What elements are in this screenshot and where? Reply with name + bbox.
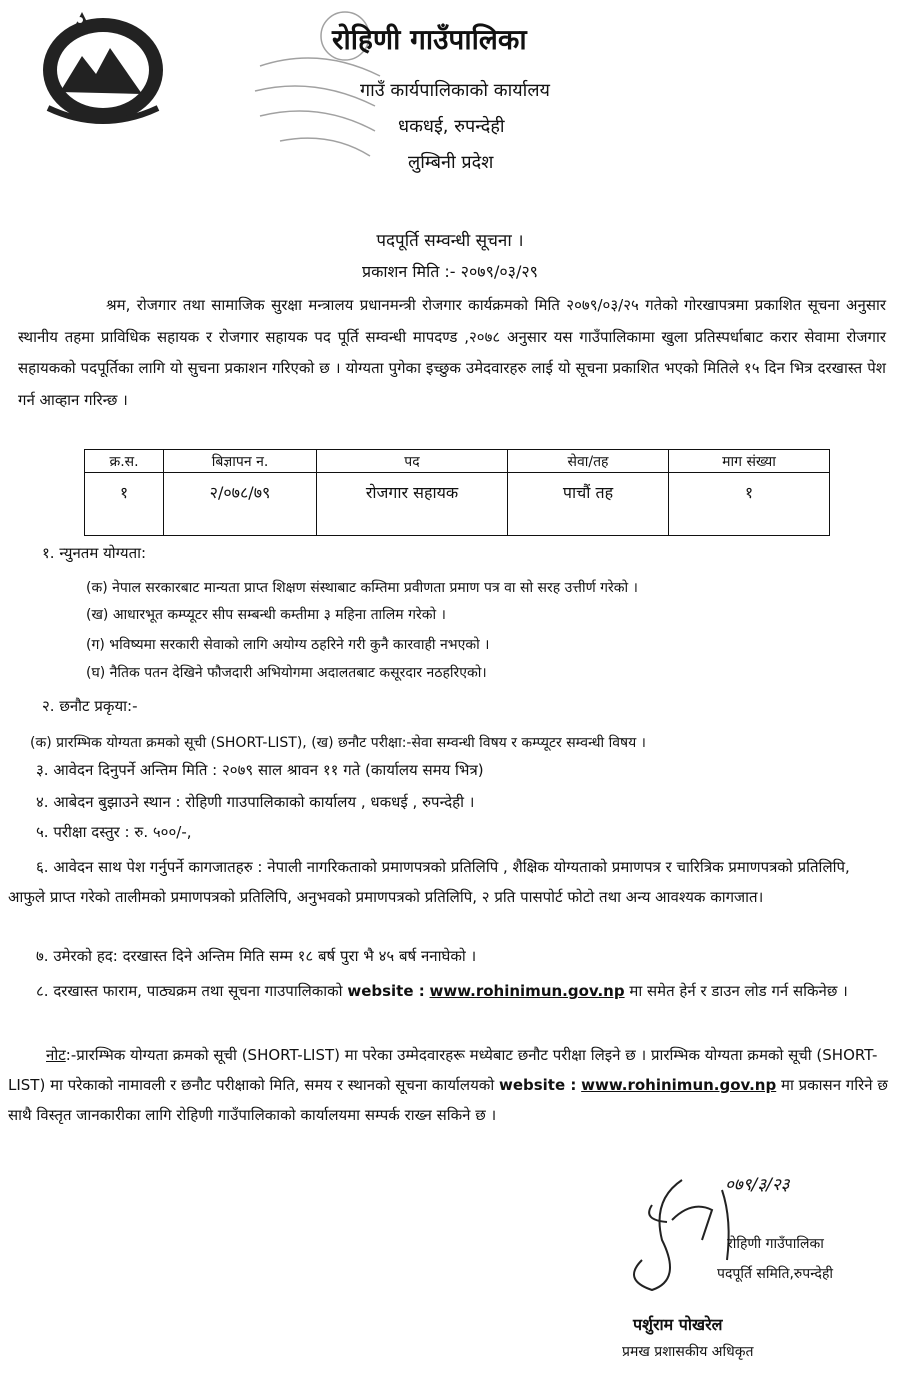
notice-title: पदपूर्ति सम्वन्धी सूचना ।: [376, 231, 524, 251]
office-name: गाउँ कार्यपालिकाको कार्यालय: [360, 80, 550, 101]
office-address: धकधई, रुपन्देही: [398, 116, 505, 137]
cell-sn: १: [85, 473, 164, 536]
cell-demand: १: [669, 473, 830, 536]
officer-title: प्रमख प्रशासकीय अधिकृत: [622, 1344, 754, 1360]
note-text: :-प्रारम्भिक योग्यता क्रमको सूची (SHORT-LIST) मा परेका उम्मेदवारहरू मध्येबाट छनौट परीक्षा लिइने छ । प्रारम्भिक योग्यता क्रमको सूची (SHORT-LIST) मा परेकाको नामावली र छनौट परीक्षाको मिति, समय र स्थानको सूचना कार्यालयको: [8, 1046, 878, 1094]
province-name: लुम्बिनी प्रदेश: [408, 152, 494, 173]
note-label: नोट: [46, 1046, 66, 1064]
col-header-ad-no: बिज्ञापन न.: [164, 450, 317, 473]
qualification-item: (घ) नैतिक पतन देखिने फौजदारी अभियोगमा अदालतबाट कसूरदार नठहरिएको।: [86, 665, 487, 681]
note-website-label: website :: [498, 1076, 577, 1094]
cell-level: पाचौं तह: [508, 473, 669, 536]
website-point-tail: मा समेत हेर्न र डाउन लोड गर्न सकिनेछ ।: [624, 982, 848, 1000]
website-point: [8, 976, 888, 1006]
qualification-item: (ख) आधारभूत कम्प्यूटर सीप सम्बन्धी कम्तीमा ३ महिना तालिम गरेको ।: [86, 607, 446, 623]
website-point-text: ८. दरखास्त फाराम, पाठ्यक्रम तथा सूचना गाउपालिकाको: [36, 982, 348, 1000]
cell-post: रोजगार सहायक: [317, 473, 508, 536]
submission-place-point: ४. आबेदन बुझाउने स्थान : रोहिणी गाउपालिकाको कार्यालय , धकधई , रुपन्देही ।: [36, 793, 475, 811]
qualification-heading: १. न्युनतम योग्यता:: [42, 544, 147, 562]
table-header-row: [85, 450, 830, 473]
website-link[interactable]: www.rohinimun.gov.np: [429, 982, 625, 1000]
cell-ad-no: २/०७८/७९: [164, 473, 317, 536]
website-label: website :: [347, 982, 425, 1000]
signatory-office: रोहिणी गाउँपालिका: [727, 1236, 824, 1252]
selection-heading: २. छनौट प्रकृया:-: [42, 697, 138, 715]
documents-point: ६. आवेदन साथ पेश गर्नुपर्ने कागजातहरु : नेपाली नागरिकताको प्रमाणपत्रको प्रतिलिपि , शैक्षिक योग्यताको प्रमाणपत्र र चारित्रिक प्रमाणपत्रको प्रतिलिपि, आफुले प्राप्त गरेको तालीमको प्रमाणपत्रको प्रतिलिपि, अनुभवको प्रमाणपत्रको प्रतिलिपि, २ प्रति पासपोर्ट फोटो तथा अन्य आवश्यक कागजात।: [8, 858, 850, 906]
col-header-sn: क्र.स.: [85, 450, 164, 473]
table-row: [85, 473, 830, 536]
qualification-item: (ग) भविष्यमा सरकारी सेवाको लागि अयोग्य ठहरिने गरी कुनै कारवाही नभएको ।: [86, 637, 490, 653]
signature-date: ०७९/३/२३: [725, 1175, 790, 1195]
municipality-name: रोहिणी गाउँपालिका: [332, 23, 527, 56]
age-limit-point: ७. उमेरको हद: दरखास्त दिने अन्तिम मिति सम्म १८ बर्ष पुरा भै ४५ बर्ष ननाघेको ।: [36, 947, 477, 965]
selection-process: (क) प्रारम्भिक योग्यता क्रमको सूची (SHORT-LIST), (ख) छनौट परीक्षा:-सेवा सम्वन्धी विषय र कम्प्यूटर सम्वन्धी विषय ।: [30, 735, 646, 751]
signatory-committee: पदपूर्ति समिति,रुपन्देही: [717, 1266, 834, 1282]
col-header-post: पद: [317, 450, 508, 473]
note-paragraph: [8, 1040, 888, 1130]
note-text-tail: मा प्रकासन गरिने छ साथै विस्तृत जानकारीका लागि रोहिणी गाउँपालिकाको कार्यालयमा सम्पर्क राख्न सकिने छ ।: [8, 1076, 888, 1124]
officer-name: पर्शुराम पोखरेल: [633, 1315, 723, 1334]
exam-fee-point: ५. परीक्षा दस्तुर : रु. ५००/-,: [36, 823, 192, 841]
col-header-demand: माग संख्या: [669, 450, 830, 473]
intro-paragraph: श्रम, रोजगार तथा सामाजिक सुरक्षा मन्त्रालय प्रधानमन्त्री रोजगार कार्यक्रमको मिति २०७९/०३/२५ गतेको गोरखापत्रमा प्रकाशित सूचना अनुसार स्थानीय तहमा प्राविधिक सहायक र रोजगार सहायक पद पूर्ति सम्वन्धी मापदण्ड ,२०७८ अनुसार यस गाउँपालिकामा खुला प्रतिस्पर्धाबाट करार सेवामा रोजगार सहायकको पदपूर्तिका लागि यो सुचना प्रकाशन गरिएको छ । योग्यता पुगेका इच्छुक उमेदवारहरु लाई यो सूचना प्रकाशित भएको मितिले १५ दिन भित्र दरखास्त पेश गर्न आव्हान गरिन्छ ।: [18, 296, 886, 409]
publish-date: प्रकाशन मिति :- २०७९/०३/२९: [361, 262, 539, 281]
vacancy-table: [84, 449, 830, 536]
col-header-level: सेवा/तह: [508, 450, 669, 473]
nepal-emblem-logo: [38, 8, 168, 128]
qualification-item: (क) नेपाल सरकारबाट मान्यता प्राप्त शिक्षण संस्थाबाट कम्तिमा प्रवीणता प्रमाण पत्र वा सो सरह उत्तीर्ण गरेको ।: [86, 580, 638, 596]
deadline-point: ३. आवेदन दिनुपर्ने अन्तिम मिति : २०७९ साल श्रावन ११ गते (कार्यालय समय भित्र): [36, 761, 484, 779]
note-website-link[interactable]: www.rohinimun.gov.np: [581, 1076, 777, 1094]
